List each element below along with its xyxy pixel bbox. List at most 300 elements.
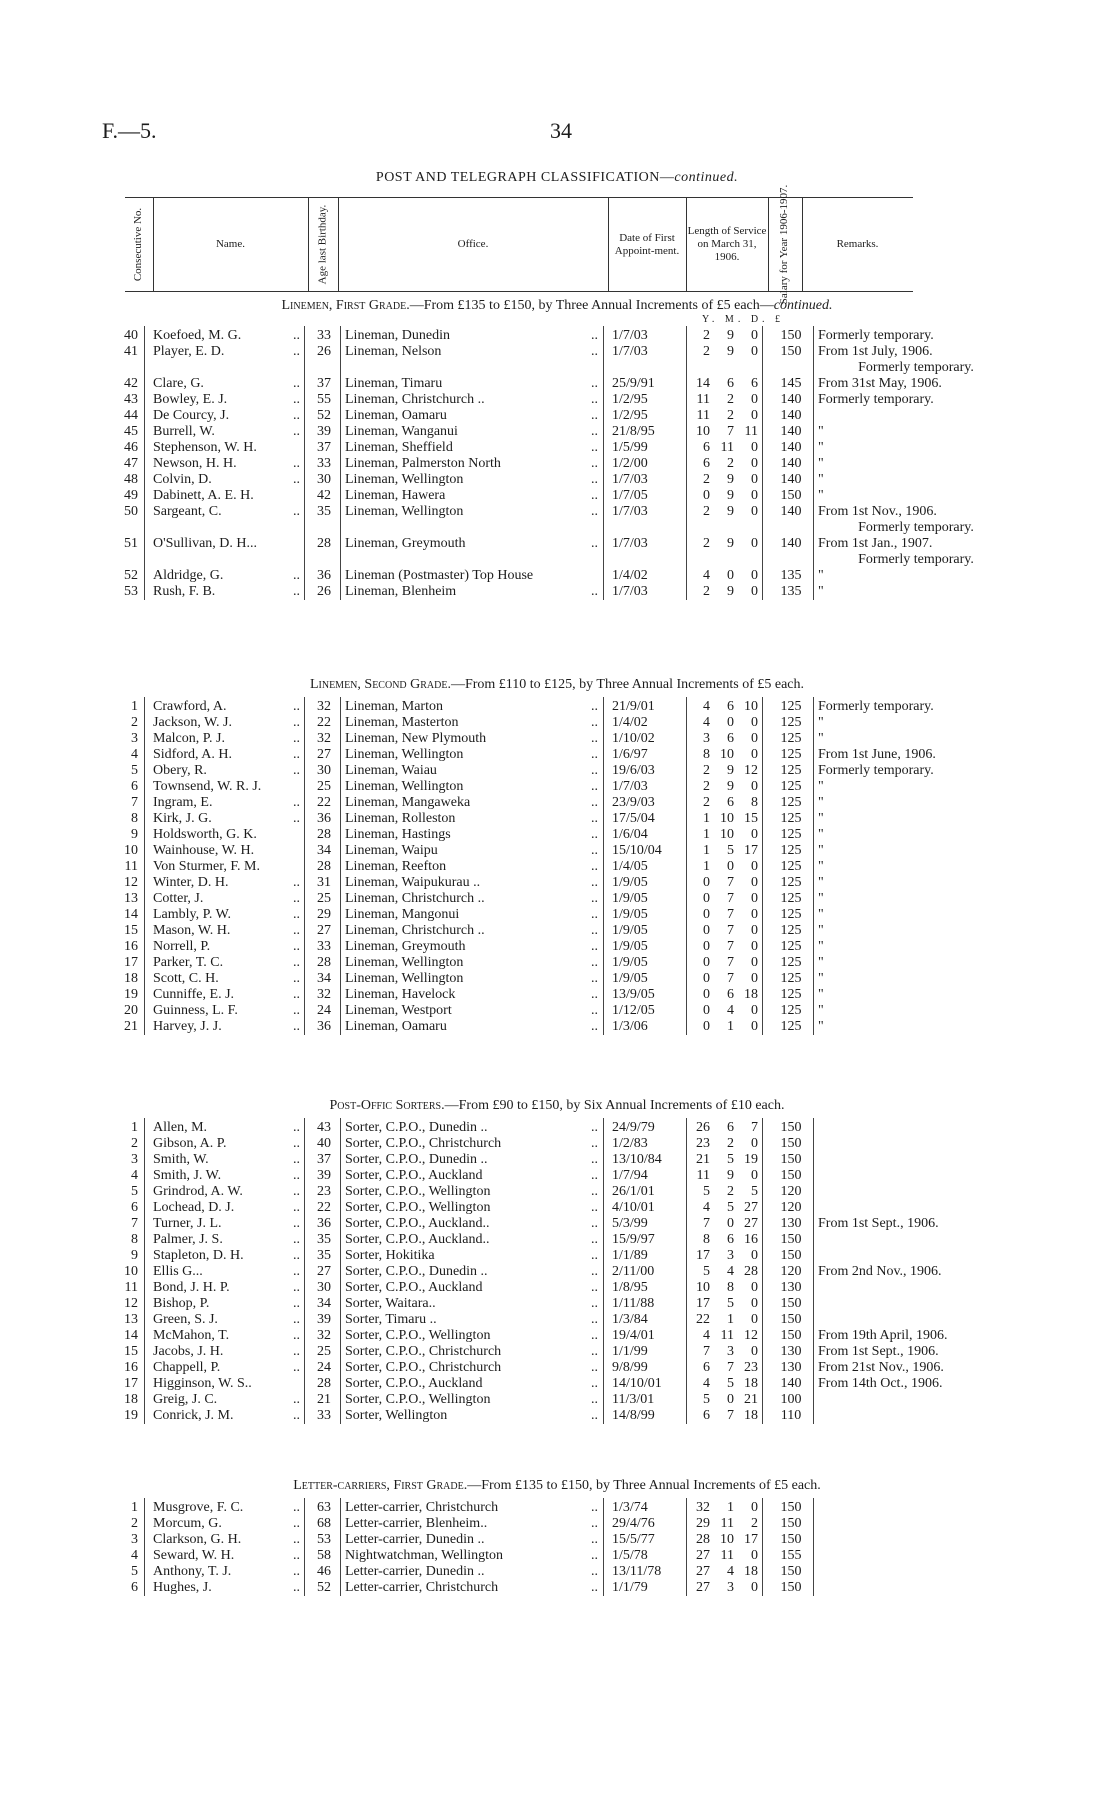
section-range: —From £90 to £150, by Six Annual Increments of £10 each. (444, 1098, 785, 1113)
cell-office: Letter-carrier, Christchurch (345, 1500, 499, 1515)
cell-y: 0 (703, 891, 710, 906)
cell-salary: 125 (780, 987, 802, 1002)
cell-y: 6 (703, 456, 710, 471)
cell-date: 26/1/01 (612, 1184, 655, 1199)
cell-d2: .. (591, 731, 598, 746)
cell-m: 7 (727, 424, 734, 439)
cell-d2: .. (591, 1532, 598, 1547)
cell-no: 14 (124, 907, 138, 922)
cell-m: 3 (727, 1580, 734, 1595)
cell-y: 2 (703, 795, 710, 810)
table-row (0, 859, 1114, 875)
cell-date: 1/1/79 (612, 1580, 648, 1595)
cell-no: 2 (131, 1136, 138, 1151)
cell-date: 1/7/03 (612, 328, 648, 343)
cell-y: 2 (703, 763, 710, 778)
cell-y: 17 (696, 1296, 710, 1311)
cell-name: Lambly, P. W. (153, 907, 232, 922)
cell-name: Chappell, P. (153, 1360, 221, 1375)
cell-date: 21/9/01 (612, 699, 655, 714)
cell-salary: 120 (780, 1200, 802, 1215)
cell-name: Smith, J. W. (153, 1168, 222, 1183)
cell-m: 7 (727, 1360, 734, 1375)
table-row (0, 731, 1114, 747)
cell-d2: .. (591, 1120, 598, 1135)
cell-m: 4 (727, 1264, 734, 1279)
column-rule (340, 1498, 341, 1596)
cell-date: 14/10/01 (612, 1376, 662, 1391)
cell-d2: .. (591, 344, 598, 359)
cell-name: Higginson, W. S.. (153, 1376, 252, 1391)
cell-salary: 145 (780, 376, 802, 391)
cell-office: Sorter, Timaru .. (345, 1312, 437, 1327)
cell-d2: .. (591, 827, 598, 842)
cell-office: Lineman, Nelson (345, 344, 442, 359)
cell-no: 1 (131, 1500, 138, 1515)
page-number: 34 (550, 118, 572, 143)
cell-age: 37 (317, 1152, 331, 1167)
cell-y: 10 (696, 1280, 710, 1295)
cell-d: 0 (751, 1136, 758, 1151)
cell-office: Sorter, C.P.O., Dunedin .. (345, 1264, 488, 1279)
cell-m: 9 (727, 763, 734, 778)
cell-d1: .. (293, 472, 300, 487)
cell-d1: .. (293, 1296, 300, 1311)
cell-d: 28 (744, 1264, 758, 1279)
header-consecutive: Consecutive No. (132, 207, 145, 282)
section-range: —From £135 to £150, by Three Annual Increments of £5 each. (467, 1478, 821, 1493)
cell-name: Grindrod, A. W. (153, 1184, 243, 1199)
cell-d1: .. (293, 987, 300, 1002)
cell-name: Scott, C. H. (153, 971, 219, 986)
cell-name: Jacobs, J. H. (153, 1344, 224, 1359)
cell-salary: 125 (780, 1003, 802, 1018)
cell-age: 22 (317, 715, 331, 730)
section-range: —From £110 to £125, by Three Annual Increments of £5 each. (450, 677, 805, 692)
cell-name: Clare, G. (153, 376, 204, 391)
cell-y: 7 (703, 1344, 710, 1359)
cell-m: 11 (720, 1328, 734, 1343)
cell-date: 1/6/97 (612, 747, 648, 762)
cell-date: 1/9/05 (612, 955, 648, 970)
cell-salary: 150 (780, 1296, 802, 1311)
cell-remarks: From 1st July, 1906. (818, 344, 933, 359)
section-italic: continued. (773, 298, 833, 313)
cell-d: 0 (751, 747, 758, 762)
cell-office: Lineman, Christchurch .. (345, 392, 485, 407)
cell-salary: 150 (780, 328, 802, 343)
cell-name: Gibson, A. P. (153, 1136, 227, 1151)
cell-d2: .. (591, 1003, 598, 1018)
cell-d1: .. (293, 424, 300, 439)
cell-y: 1 (703, 811, 710, 826)
cell-salary: 150 (780, 1248, 802, 1263)
cell-d2: .. (591, 376, 598, 391)
column-rule (686, 326, 687, 600)
cell-date: 1/4/02 (612, 568, 648, 583)
cell-no: 10 (124, 843, 138, 858)
cell-m: 9 (727, 344, 734, 359)
cell-m: 6 (727, 987, 734, 1002)
cell-salary: 140 (780, 392, 802, 407)
cell-d1: .. (293, 763, 300, 778)
cell-salary: 140 (780, 408, 802, 423)
cell-salary: 150 (780, 1120, 802, 1135)
cell-age: 23 (317, 1184, 331, 1199)
cell-d: 0 (751, 875, 758, 890)
cell-y: 4 (703, 715, 710, 730)
cell-d2: .. (591, 907, 598, 922)
cell-d: 10 (744, 699, 758, 714)
cell-d2: .. (591, 939, 598, 954)
cell-y: 5 (703, 1392, 710, 1407)
cell-age: 35 (317, 504, 331, 519)
cell-office: Lineman, Wellington (345, 971, 464, 986)
cell-age: 33 (317, 456, 331, 471)
cell-name: Palmer, J. S. (153, 1232, 223, 1247)
cell-date: 1/2/00 (612, 456, 648, 471)
cell-date: 1/7/03 (612, 472, 648, 487)
table-row (0, 747, 1114, 763)
cell-m: 9 (727, 584, 734, 599)
cell-salary: 150 (780, 488, 802, 503)
cell-y: 8 (703, 747, 710, 762)
cell-office: Letter-carrier, Dunedin .. (345, 1532, 485, 1547)
cell-office: Lineman, Timaru (345, 376, 443, 391)
cell-m: 11 (720, 1516, 734, 1531)
cell-y: 1 (703, 843, 710, 858)
cell-name: Clarkson, G. H. (153, 1532, 242, 1547)
cell-d1: .. (293, 568, 300, 583)
cell-date: 1/4/02 (612, 715, 648, 730)
cell-salary: 140 (780, 440, 802, 455)
cell-office: Lineman, Rolleston (345, 811, 456, 826)
cell-no: 8 (131, 1232, 138, 1247)
cell-age: 39 (317, 1168, 331, 1183)
cell-d: 19 (744, 1152, 758, 1167)
cell-age: 58 (317, 1548, 331, 1563)
cell-y: 0 (703, 875, 710, 890)
cell-date: 1/6/04 (612, 827, 648, 842)
cell-y: 2 (703, 584, 710, 599)
section-heading (0, 1098, 1114, 1114)
units-legend: Y. M. D. £ (702, 314, 785, 325)
cell-age: 55 (317, 392, 331, 407)
cell-name: Rush, F. B. (153, 584, 216, 599)
cell-no: 4 (131, 1168, 138, 1183)
cell-salary: 155 (780, 1548, 802, 1563)
cell-age: 24 (317, 1003, 331, 1018)
cell-d2: .. (591, 955, 598, 970)
cell-d: 12 (744, 1328, 758, 1343)
cell-office: Lineman, Masterton (345, 715, 459, 730)
cell-d: 0 (751, 1548, 758, 1563)
cell-d: 0 (751, 504, 758, 519)
column-rule (762, 1118, 763, 1424)
cell-y: 1 (703, 859, 710, 874)
cell-d1: .. (293, 747, 300, 762)
cell-d: 0 (751, 472, 758, 487)
cell-d2: .. (591, 1136, 598, 1151)
cell-date: 1/10/02 (612, 731, 655, 746)
cell-age: 63 (317, 1500, 331, 1515)
cell-salary: 130 (780, 1360, 802, 1375)
cell-salary: 100 (780, 1392, 802, 1407)
cell-office: Lineman, Sheffield (345, 440, 453, 455)
cell-remarks-continued: Formerly temporary. (858, 520, 974, 535)
cell-d2: .. (591, 472, 598, 487)
cell-y: 22 (696, 1312, 710, 1327)
cell-age: 26 (317, 344, 331, 359)
cell-y: 2 (703, 504, 710, 519)
cell-remarks: " (818, 779, 824, 794)
cell-d1: .. (293, 1232, 300, 1247)
cell-office: Lineman, Westport (345, 1003, 452, 1018)
cell-name: Guinness, L. F. (153, 1003, 238, 1018)
cell-date: 1/7/03 (612, 536, 648, 551)
cell-y: 2 (703, 344, 710, 359)
cell-d2: .. (591, 424, 598, 439)
cell-m: 0 (727, 1216, 734, 1231)
cell-age: 32 (317, 699, 331, 714)
section-range: —From £135 to £150, by Three Annual Increments of £5 each— (409, 298, 774, 313)
cell-no: 6 (131, 779, 138, 794)
cell-m: 9 (727, 328, 734, 343)
cell-age: 39 (317, 1312, 331, 1327)
cell-age: 25 (317, 779, 331, 794)
cell-m: 9 (727, 1168, 734, 1183)
title-main: POST AND TELEGRAPH CLASSIFICATION— (375, 170, 675, 185)
cell-remarks: " (818, 859, 824, 874)
cell-y: 2 (703, 536, 710, 551)
cell-no: 43 (124, 392, 138, 407)
cell-m: 6 (727, 731, 734, 746)
cell-office: Lineman, Wanganui (345, 424, 458, 439)
cell-name: Kirk, J. G. (153, 811, 212, 826)
cell-no: 19 (124, 987, 138, 1002)
cell-y: 10 (696, 424, 710, 439)
cell-d: 0 (751, 827, 758, 842)
cell-no: 20 (124, 1003, 138, 1018)
cell-d1: .. (293, 408, 300, 423)
cell-d1: .. (293, 1003, 300, 1018)
table-row (0, 472, 1114, 488)
cell-office: Lineman, Wellington (345, 504, 464, 519)
cell-salary: 125 (780, 827, 802, 842)
cell-d: 18 (744, 1564, 758, 1579)
cell-remarks: " (818, 987, 824, 1002)
title-italic: continued. (674, 170, 739, 185)
table-row (0, 1264, 1114, 1280)
cell-salary: 150 (780, 1580, 802, 1595)
cell-salary: 150 (780, 1328, 802, 1343)
cell-d2: .. (591, 1344, 598, 1359)
cell-m: 0 (727, 715, 734, 730)
cell-remarks: " (818, 907, 824, 922)
cell-no: 3 (131, 731, 138, 746)
cell-d2: .. (591, 1312, 598, 1327)
cell-name: Sargeant, C. (153, 504, 222, 519)
cell-y: 14 (696, 376, 710, 391)
cell-m: 9 (727, 472, 734, 487)
cell-no: 13 (124, 1312, 138, 1327)
cell-salary: 135 (780, 568, 802, 583)
cell-y: 4 (703, 699, 710, 714)
cell-m: 9 (727, 779, 734, 794)
cell-no: 2 (131, 1516, 138, 1531)
cell-salary: 140 (780, 456, 802, 471)
cell-date: 23/9/03 (612, 795, 655, 810)
cell-salary: 125 (780, 715, 802, 730)
cell-d: 23 (744, 1360, 758, 1375)
cell-no: 3 (131, 1532, 138, 1547)
cell-d2: .. (591, 440, 598, 455)
cell-no: 6 (131, 1200, 138, 1215)
column-rule (603, 1118, 604, 1424)
column-rule (686, 1118, 687, 1424)
table-row (0, 875, 1114, 891)
cell-salary: 125 (780, 763, 802, 778)
cell-salary: 150 (780, 1516, 802, 1531)
cell-y: 27 (696, 1548, 710, 1563)
cell-salary: 130 (780, 1216, 802, 1231)
table-row (0, 955, 1114, 971)
cell-y: 6 (703, 1360, 710, 1375)
cell-date: 19/4/01 (612, 1328, 655, 1343)
cell-date: 1/2/95 (612, 392, 648, 407)
cell-m: 1 (727, 1500, 734, 1515)
cell-m: 6 (727, 699, 734, 714)
cell-name: Greig, J. C. (153, 1392, 218, 1407)
cell-y: 4 (703, 568, 710, 583)
table-row (0, 408, 1114, 424)
cell-office: Lineman, Wellington (345, 955, 464, 970)
cell-date: 24/9/79 (612, 1120, 655, 1135)
cell-remarks: " (818, 811, 824, 826)
cell-m: 11 (720, 1548, 734, 1563)
cell-d: 0 (751, 1019, 758, 1034)
cell-d: 0 (751, 584, 758, 599)
cell-y: 5 (703, 1264, 710, 1279)
cell-age: 34 (317, 843, 331, 858)
cell-salary: 125 (780, 731, 802, 746)
cell-no: 17 (124, 955, 138, 970)
cell-d2: .. (591, 1360, 598, 1375)
cell-date: 17/5/04 (612, 811, 655, 826)
cell-name: Seward, W. H. (153, 1548, 235, 1563)
cell-office: Lineman, Waipu (345, 843, 438, 858)
cell-office: Sorter, C.P.O., Wellington (345, 1184, 491, 1199)
cell-name: Hughes, J. (153, 1580, 212, 1595)
cell-date: 13/11/78 (612, 1564, 662, 1579)
cell-office: Sorter, C.P.O., Wellington (345, 1392, 491, 1407)
table-row (0, 1392, 1114, 1408)
header-length: Length of Service on March 31, 1906. (687, 225, 767, 263)
cell-age: 24 (317, 1360, 331, 1375)
cell-office: Sorter, Hokitika (345, 1248, 435, 1263)
cell-d: 0 (751, 859, 758, 874)
cell-date: 15/10/04 (612, 843, 662, 858)
header-age: Age last Birthday. (316, 204, 329, 285)
column-rule (603, 1498, 604, 1596)
cell-no: 13 (124, 891, 138, 906)
cell-m: 10 (720, 747, 734, 762)
cell-d: 0 (751, 1500, 758, 1515)
cell-d1: .. (293, 875, 300, 890)
cell-d2: .. (591, 392, 598, 407)
cell-m: 1 (727, 1019, 734, 1034)
cell-y: 27 (696, 1564, 710, 1579)
cell-date: 13/9/05 (612, 987, 655, 1002)
cell-no: 11 (124, 1280, 138, 1295)
cell-salary: 125 (780, 859, 802, 874)
cell-d: 0 (751, 1248, 758, 1263)
table-row (0, 568, 1114, 584)
cell-d2: .. (591, 843, 598, 858)
table-row (0, 1328, 1114, 1344)
cell-remarks: From 1st June, 1906. (818, 747, 936, 762)
cell-y: 11 (696, 1168, 710, 1183)
cell-d: 0 (751, 1312, 758, 1327)
cell-office: Letter-carrier, Blenheim.. (345, 1516, 488, 1531)
cell-no: 9 (131, 1248, 138, 1263)
cell-office: Lineman, Havelock (345, 987, 456, 1002)
cell-no: 4 (131, 1548, 138, 1563)
table-row (0, 424, 1114, 440)
cell-m: 0 (727, 568, 734, 583)
cell-m: 5 (727, 1200, 734, 1215)
section-title: Linemen, Second Grade. (309, 677, 451, 692)
cell-m: 5 (727, 1296, 734, 1311)
cell-no: 5 (131, 763, 138, 778)
cell-age: 27 (317, 923, 331, 938)
cell-no: 6 (131, 1580, 138, 1595)
cell-salary: 150 (780, 1532, 802, 1547)
cell-d: 0 (751, 408, 758, 423)
section-title: Letter-carriers, First Grade. (293, 1478, 468, 1493)
cell-d: 0 (751, 456, 758, 471)
cell-d: 0 (751, 568, 758, 583)
cell-d2: .. (591, 536, 598, 551)
cell-d2: .. (591, 747, 598, 762)
cell-date: 1/5/78 (612, 1548, 648, 1563)
cell-d1: .. (293, 1516, 300, 1531)
cell-date: 1/1/89 (612, 1248, 648, 1263)
cell-d2: .. (591, 699, 598, 714)
cell-d2: .. (591, 715, 598, 730)
cell-age: 39 (317, 424, 331, 439)
cell-d1: .. (293, 907, 300, 922)
cell-d2: .. (591, 1019, 598, 1034)
cell-m: 9 (727, 504, 734, 519)
cell-office: Sorter, C.P.O., Wellington (345, 1200, 491, 1215)
cell-m: 10 (720, 827, 734, 842)
cell-salary: 125 (780, 891, 802, 906)
cell-m: 1 (727, 1312, 734, 1327)
cell-name: Cunniffe, E. J. (153, 987, 235, 1002)
cell-salary: 150 (780, 1168, 802, 1183)
column-rule (304, 1118, 305, 1424)
cell-d1: .. (293, 504, 300, 519)
table-row (0, 1564, 1114, 1580)
cell-y: 0 (703, 955, 710, 970)
cell-m: 4 (727, 1564, 734, 1579)
cell-date: 1/3/84 (612, 1312, 648, 1327)
cell-no: 10 (124, 1264, 138, 1279)
cell-name: Morcum, G. (153, 1516, 222, 1531)
cell-office: Lineman, Blenheim (345, 584, 457, 599)
cell-name: Anthony, T. J. (153, 1564, 232, 1579)
